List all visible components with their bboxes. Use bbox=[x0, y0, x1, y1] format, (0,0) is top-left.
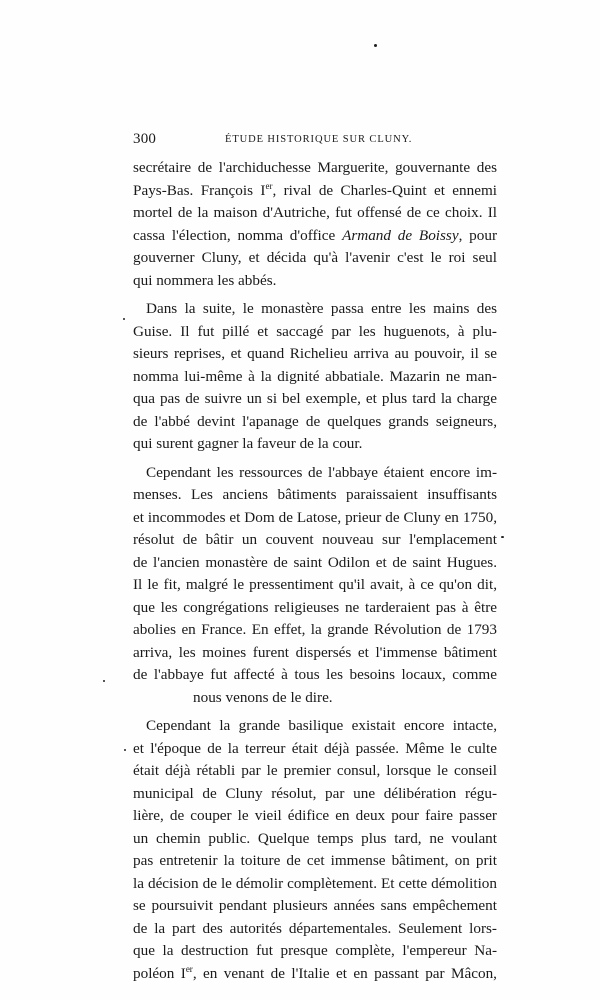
text-line: qua pas de suivre un si bel exemple, et plus tard la charge bbox=[133, 390, 497, 407]
running-title: ÉTUDE HISTORIQUE SUR CLUNY. bbox=[225, 134, 413, 145]
text-line bbox=[133, 180, 497, 203]
scan-speck bbox=[374, 44, 377, 47]
text-line: de la part des autorités départementales. Seulement lors- bbox=[133, 919, 497, 937]
text-segment: Pays-Bas. François I bbox=[133, 181, 266, 199]
text-line bbox=[133, 225, 497, 248]
text-segment: , en venant de l'Italie et en passant par Mâcon, bbox=[192, 964, 497, 982]
text-line bbox=[133, 963, 497, 986]
text-line: nomma lui-même à la dignité abbatiale. Mazarin ne man- bbox=[133, 367, 497, 385]
text-line: gouverner Cluny, et décida qu'à l'avenir c'est le roi seul bbox=[133, 249, 497, 266]
text-line: résolut de bâtir un couvent nouveau sur l'emplacement bbox=[133, 531, 497, 548]
text-line: pas entretenir la toiture de cet immense bâtiment, on prit bbox=[133, 852, 497, 869]
text-line: de l'ancien monastère de saint Odilon et de saint Hugues. bbox=[133, 553, 497, 571]
scan-speck bbox=[501, 536, 504, 538]
text-segment: poléon I bbox=[133, 964, 186, 982]
text-line: qui surent gagner la faveur de la cour. bbox=[133, 435, 363, 452]
scan-speck bbox=[124, 749, 126, 751]
text-line: Il le fit, malgré le pressentiment qu'il avait, à ce qu'on dit, bbox=[133, 576, 497, 593]
text-line: mortel de la maison d'Autriche, fut offensé de ce choix. Il bbox=[133, 204, 497, 221]
superscript: er bbox=[185, 963, 193, 974]
text-line: était déjà rétabli par le premier consul, lorsque le conseil bbox=[133, 762, 497, 779]
italic-name: Armand de Boissy bbox=[342, 226, 459, 244]
text-line: qui nommera les abbés. bbox=[133, 271, 277, 289]
text-segment: , pour bbox=[458, 226, 498, 244]
text-line: municipal de Cluny résolut, par une délibération régu- bbox=[133, 784, 497, 802]
text-line: nous venons de le dire. bbox=[193, 688, 333, 706]
body-text bbox=[133, 157, 497, 985]
text-line: et incommodes et Dom de Latose, prieur de Cluny en 1750, bbox=[133, 508, 497, 526]
text-line: secrétaire de l'archiduchesse Marguerite, gouvernante des bbox=[133, 159, 497, 176]
text-line: la décision de le démolir complètement. Et cette démolition bbox=[133, 874, 497, 892]
text-line: de l'abbé devint l'apanage de quelques grands seigneurs, bbox=[133, 412, 497, 430]
text-line: que la destruction fut presque complète, l'empereur Na- bbox=[133, 942, 497, 959]
text-line: Cependant les ressources de l'abbaye étaient encore im- bbox=[146, 463, 497, 481]
text-line: et l'époque de la terreur était déjà passée. Même le culte bbox=[133, 739, 497, 757]
text-line: abolies en France. En effet, la grande Révolution de 1793 bbox=[133, 621, 497, 638]
text-line: Guise. Il fut pillé et saccagé par les huguenots, à plu- bbox=[133, 322, 497, 340]
text-segment: cassa l'élection, nomma d'office bbox=[133, 226, 343, 244]
text-line: lière, de couper le vieil édifice en deux pour faire passer bbox=[133, 807, 497, 824]
text-line: arriva, les moines furent dispersés et l'immense bâtiment bbox=[133, 643, 497, 661]
page-number: 300 bbox=[133, 131, 157, 147]
text-line: se poursuivit pendant plusieurs années sans empêchement bbox=[133, 897, 497, 914]
text-line: menses. Les anciens bâtiments paraissaient insuffisants bbox=[133, 486, 497, 503]
page-header bbox=[133, 131, 497, 151]
text-line: sieurs reprises, et quand Richelieu arriva au pouvoir, il se bbox=[133, 345, 497, 362]
text-line: que les congrégations religieuses ne tarderaient pas à être bbox=[133, 598, 497, 616]
scan-speck bbox=[123, 318, 125, 320]
superscript: er bbox=[265, 180, 273, 191]
text-line: un chemin public. Quelque temps plus tard, ne voulant bbox=[133, 829, 497, 847]
text-line: de l'abbaye fut affecté à tous les besoins locaux, comme bbox=[133, 666, 497, 683]
text-line: Cependant la grande basilique existait encore intacte, bbox=[146, 717, 497, 734]
text-segment: , rival de Charles-Quint et ennemi bbox=[272, 181, 497, 199]
scan-speck bbox=[103, 680, 105, 682]
text-line: Dans la suite, le monastère passa entre les mains des bbox=[146, 300, 497, 317]
